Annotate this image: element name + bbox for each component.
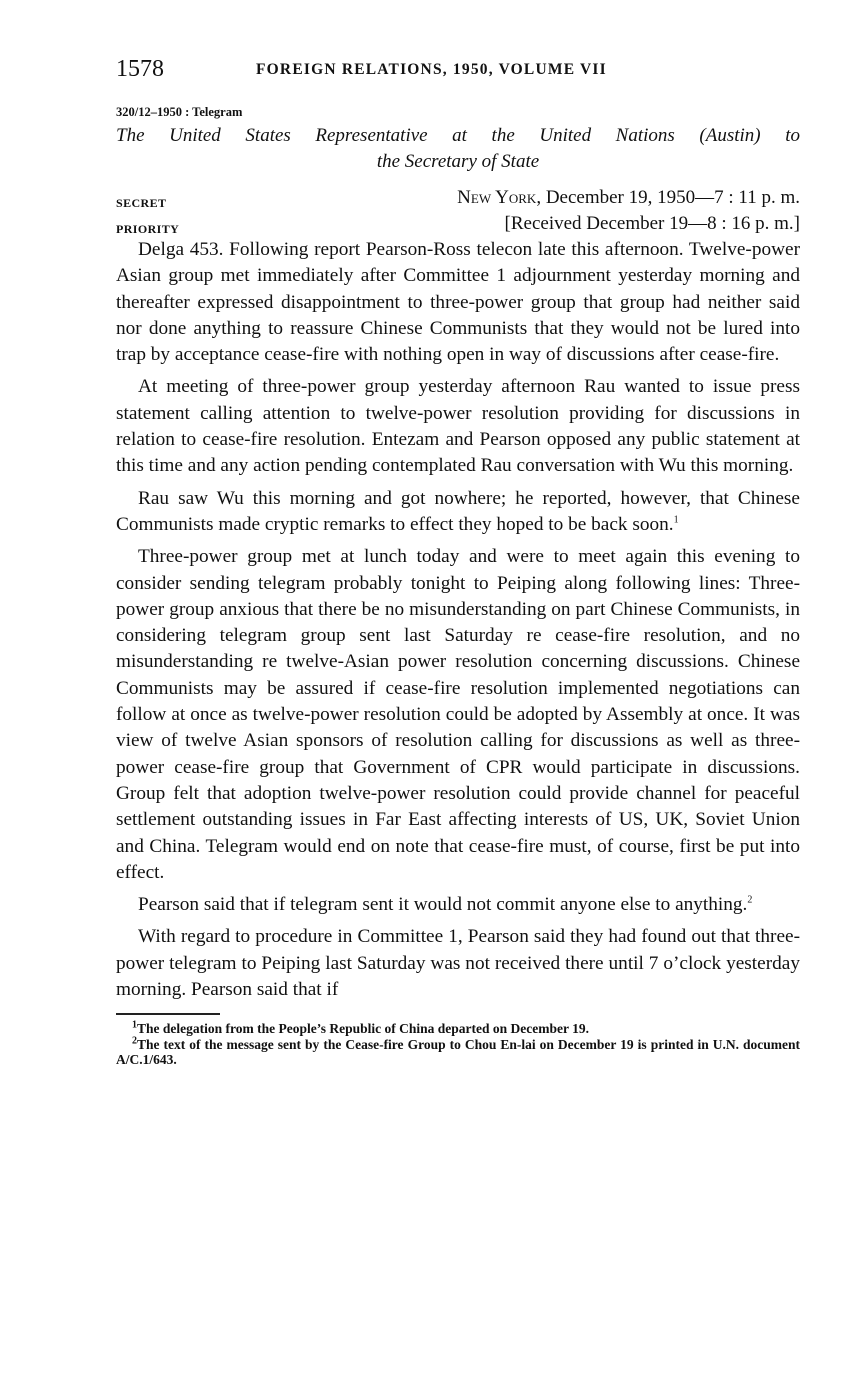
document-page [116, 56, 800, 1068]
footnote-mark: 2 [132, 1035, 137, 1047]
footnote-mark: 1 [132, 1019, 137, 1031]
dateline-date: December 19, 1950—7 : 11 p. m. [545, 187, 800, 208]
footnote-ref-2: 2 [747, 894, 753, 906]
body-paragraph-text: Rau saw Wu this morning and got nowhere; he reported, however, that Chinese Communists made cryptic remarks to effect they hoped to be back soon. [116, 487, 800, 535]
body-paragraph: At meeting of three-power group yesterday afternoon Rau wanted to issue press statement calling attention to twelve-power resolution providing for discussions in relation to cease-fire resolution. Entezam and Pearson opposed any public statement at this time and any action pending contemplated Rau conversation with Wu this morning. [116, 376, 800, 477]
footnote [116, 1037, 800, 1068]
telegram-body [116, 237, 800, 1003]
classification-label: SECRET [116, 196, 167, 210]
journal-title: FOREIGN RELATIONS, 1950, VOLUME VII [256, 61, 607, 78]
footnotes [116, 1021, 800, 1068]
priority-label: PRIORITY [116, 222, 180, 236]
body-paragraph [116, 892, 800, 918]
footnote [116, 1021, 800, 1037]
file-reference: 320/12–1950 : Telegram [116, 105, 243, 119]
dateline [457, 187, 800, 209]
footnote-text: The delegation from the People’s Republic of China departed on December 19. [137, 1021, 589, 1037]
body-paragraph: With regard to procedure in Committee 1, Pearson said they had found out that three-power telegram to Peiping last Saturday was not received there until 7 o’clock yesterday morning. Pearson said that if [116, 926, 800, 1001]
body-paragraph-text: Pearson said that if telegram sent it would not commit anyone else to anything. [138, 894, 748, 916]
body-paragraph: Three-power group met at lunch today and were to meet again this evening to consider sending telegram probably tonight to Peiping along following lines: Three-power group anxious that there be no misunderstanding on part Chinese Communists, in considering telegram group sent last Saturday re cease-fire resolution, and no misunderstanding re twelve-Asian power resolution concerning discussions. Chinese Communists may be assured if cease-fire resolution implemented negotiations can follow at once as twelve-power resolution could be adopted by Assembly at once. It was view of twelve Asian sponsors of resolution calling for discussions as well as three-power cease-fire group that Government of CPR would participate in discussions. Group felt that adoption twelve-power resolution could provide channel for peaceful settlement outstanding issues in Far East affecting interests of US, UK, Soviet Union and China. Telegram would end on note that cease-fire must, of course, first be put into effect. [116, 546, 800, 883]
received-line: [Received December 19—8 : 16 p. m.] [504, 213, 800, 234]
document-title [116, 123, 800, 175]
body-paragraph: Delga 453. Following report Pearson-Ross telecon late this afternoon. Twelve-power Asian group met immediately after Committee 1 adjournment yesterday morning and thereafter expressed disappointment to three-power group that group had neither said nor done anything to reassure Chinese Communists that they would not be lured into trap by acceptance cease-fire with nothing open in way of discussions after cease-fire. [116, 239, 800, 366]
title-line-2: the Secretary of State [376, 151, 540, 172]
telegram-meta [116, 187, 800, 237]
title-line-1: The United States Representative at the United Nations (Austin) to [116, 125, 800, 146]
footnote-text: The text of the message sent by the Cease-fire Group to Chou En-lai on December 19 is printed in U.N. document A/C.1/643. [116, 1036, 800, 1068]
running-header [116, 56, 800, 88]
footnote-ref-1: 1 [673, 514, 679, 526]
footnote-divider [116, 1013, 220, 1015]
dateline-city: New York, [457, 187, 542, 208]
page-number: 1578 [116, 56, 164, 82]
body-paragraph [116, 486, 800, 539]
